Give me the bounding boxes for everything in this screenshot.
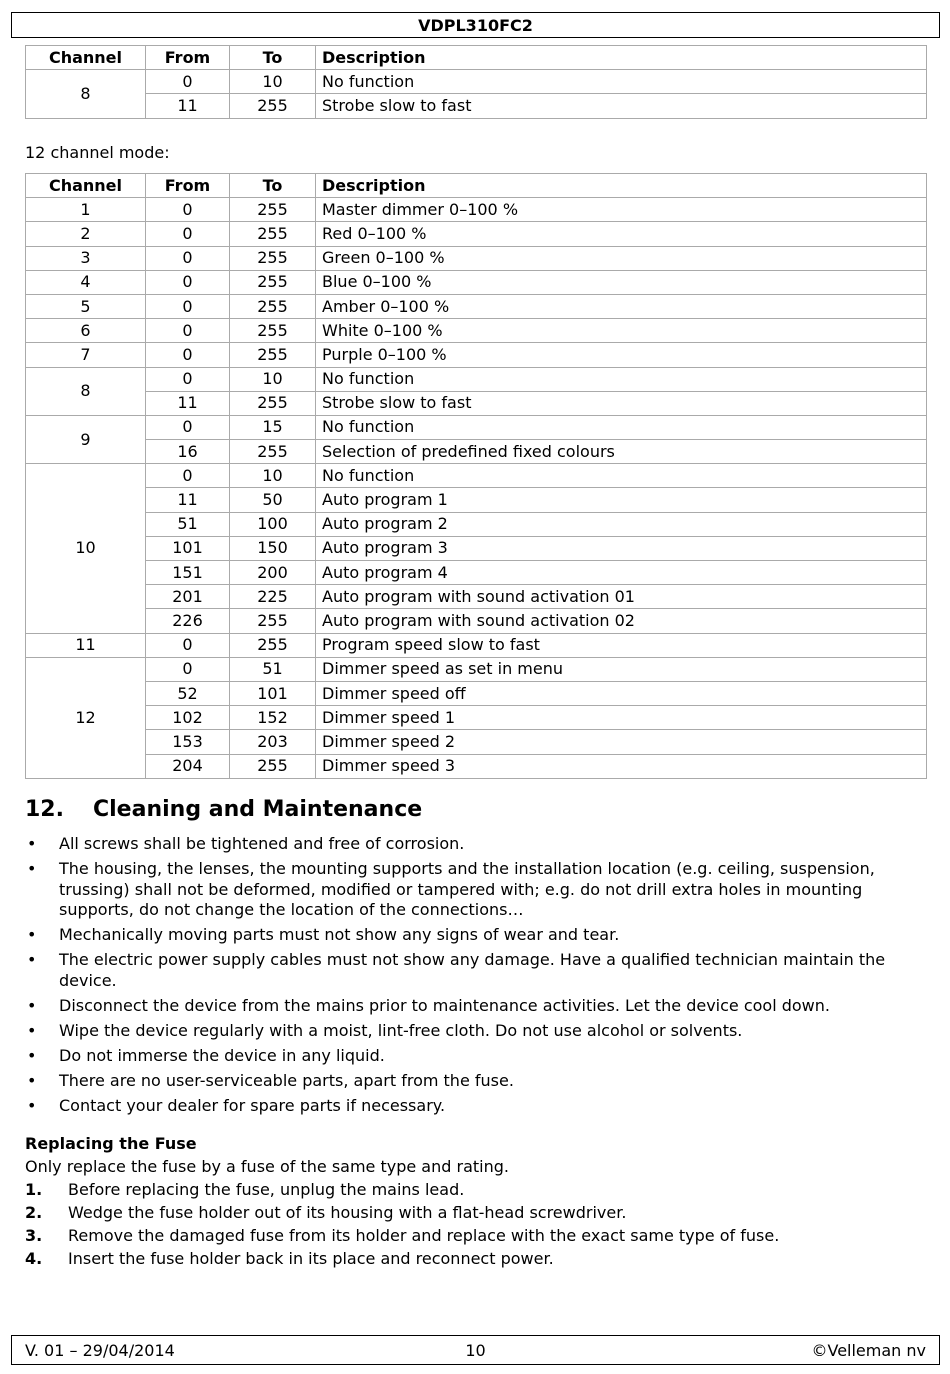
to-cell: 10 xyxy=(230,367,316,391)
section-heading xyxy=(25,797,422,822)
list-item xyxy=(25,1046,930,1067)
description-cell: Dimmer speed as set in menu xyxy=(316,657,927,681)
bullet-icon: • xyxy=(27,1020,37,1040)
to-cell: 225 xyxy=(230,585,316,609)
list-item xyxy=(25,1096,930,1117)
channel-cell: 9 xyxy=(26,415,146,463)
table-row xyxy=(26,198,927,222)
from-cell: 0 xyxy=(146,367,230,391)
to-cell: 15 xyxy=(230,415,316,439)
from-cell: 0 xyxy=(146,415,230,439)
from-cell: 151 xyxy=(146,561,230,585)
list-item-text: Do not immerse the device in any liquid. xyxy=(59,1046,385,1066)
bullet-icon: • xyxy=(27,925,37,945)
table-row xyxy=(26,488,927,512)
channel-cell: 8 xyxy=(26,367,146,415)
to-cell: 255 xyxy=(230,633,316,657)
description-cell: No function xyxy=(316,464,927,488)
channel-cell: 3 xyxy=(26,246,146,270)
to-cell: 150 xyxy=(230,536,316,560)
to-cell: 255 xyxy=(230,391,316,415)
footer-page-number: 10 xyxy=(465,1341,486,1360)
channel-cell: 12 xyxy=(26,657,146,778)
bullet-icon: • xyxy=(27,859,37,879)
col-header-from: From xyxy=(146,174,230,198)
to-cell: 255 xyxy=(230,198,316,222)
col-header-to: To xyxy=(230,46,316,70)
table-row xyxy=(26,319,927,343)
step-text: Wedge the fuse holder out of its housing with a flat-head screwdriver. xyxy=(68,1203,627,1222)
header-title: VDPL310FC2 xyxy=(418,16,533,35)
list-item-text: Mechanically moving parts must not show any signs of wear and tear. xyxy=(59,925,620,945)
list-item-text: There are no user-serviceable parts, apart from the fuse. xyxy=(59,1071,514,1091)
step-text: Before replacing the fuse, unplug the mains lead. xyxy=(68,1180,465,1199)
table-row xyxy=(26,415,927,439)
table-row xyxy=(26,94,927,118)
footer-version: V. 01 – 29/04/2014 xyxy=(25,1341,175,1360)
col-header-from: From xyxy=(146,46,230,70)
description-cell: Dimmer speed off xyxy=(316,681,927,705)
list-item xyxy=(25,925,930,946)
description-cell: Auto program with sound activation 02 xyxy=(316,609,927,633)
description-cell: Dimmer speed 3 xyxy=(316,754,927,778)
step-number: 2. xyxy=(25,1203,43,1222)
section-number: 12. xyxy=(25,797,64,822)
to-cell: 203 xyxy=(230,730,316,754)
description-cell: Blue 0–100 % xyxy=(316,270,927,294)
to-cell: 255 xyxy=(230,343,316,367)
from-cell: 0 xyxy=(146,198,230,222)
description-cell: Auto program 3 xyxy=(316,536,927,560)
description-cell: Selection of predefined fixed colours xyxy=(316,440,927,464)
table-row xyxy=(26,706,927,730)
list-item xyxy=(25,859,930,921)
section-title: Cleaning and Maintenance xyxy=(93,797,423,822)
from-cell: 0 xyxy=(146,270,230,294)
description-cell: Auto program with sound activation 01 xyxy=(316,585,927,609)
description-cell: Master dimmer 0–100 % xyxy=(316,198,927,222)
table-row xyxy=(26,754,927,778)
list-item xyxy=(25,834,930,855)
table-row xyxy=(26,440,927,464)
table-row xyxy=(26,512,927,536)
description-cell: Program speed slow to fast xyxy=(316,633,927,657)
channel-cell: 11 xyxy=(26,633,146,657)
from-cell: 0 xyxy=(146,633,230,657)
table-row xyxy=(26,633,927,657)
channel-cell: 2 xyxy=(26,222,146,246)
from-cell: 102 xyxy=(146,706,230,730)
table-row xyxy=(26,561,927,585)
description-cell: Green 0–100 % xyxy=(316,246,927,270)
list-item xyxy=(25,1021,930,1042)
from-cell: 226 xyxy=(146,609,230,633)
table-row xyxy=(26,657,927,681)
table-row xyxy=(26,294,927,318)
description-cell: Auto program 1 xyxy=(316,488,927,512)
fuse-subheading: Replacing the Fuse xyxy=(25,1134,197,1153)
fuse-intro: Only replace the fuse by a fuse of the same type and rating. xyxy=(25,1157,509,1176)
to-cell: 101 xyxy=(230,681,316,705)
channel-table-partial xyxy=(25,45,927,119)
description-cell: Red 0–100 % xyxy=(316,222,927,246)
bullet-icon: • xyxy=(27,1071,37,1091)
list-item-text: Contact your dealer for spare parts if necessary. xyxy=(59,1096,446,1116)
col-header-channel: Channel xyxy=(26,174,146,198)
list-item xyxy=(25,950,930,991)
to-cell: 255 xyxy=(230,294,316,318)
col-header-description: Description xyxy=(316,174,927,198)
to-cell: 200 xyxy=(230,561,316,585)
from-cell: 0 xyxy=(146,319,230,343)
table-row xyxy=(26,730,927,754)
list-item xyxy=(25,1249,779,1272)
col-header-description: Description xyxy=(316,46,927,70)
description-cell: No function xyxy=(316,415,927,439)
bullet-icon: • xyxy=(27,950,37,970)
step-number: 3. xyxy=(25,1226,43,1245)
table-row xyxy=(26,222,927,246)
description-cell: Dimmer speed 2 xyxy=(316,730,927,754)
table-header-row xyxy=(26,46,927,70)
to-cell: 255 xyxy=(230,440,316,464)
channel-cell: 8 xyxy=(26,70,146,118)
from-cell: 0 xyxy=(146,246,230,270)
table-row xyxy=(26,681,927,705)
footer-copyright: ©Velleman nv xyxy=(811,1341,926,1360)
from-cell: 11 xyxy=(146,94,230,118)
description-cell: No function xyxy=(316,367,927,391)
table-row xyxy=(26,585,927,609)
to-cell: 152 xyxy=(230,706,316,730)
description-cell: Strobe slow to fast xyxy=(316,391,927,415)
maintenance-list xyxy=(25,834,930,1121)
to-cell: 255 xyxy=(230,754,316,778)
to-cell: 50 xyxy=(230,488,316,512)
description-cell: Strobe slow to fast xyxy=(316,94,927,118)
from-cell: 153 xyxy=(146,730,230,754)
to-cell: 255 xyxy=(230,222,316,246)
list-item-text: The housing, the lenses, the mounting supports and the installation location (e.g. ceiling, suspension, trussing) shall not be deformed, modified or tampered with; e.g. do not drill extra holes in mounting supports, do not change the location of the connections… xyxy=(59,859,875,920)
from-cell: 0 xyxy=(146,343,230,367)
from-cell: 52 xyxy=(146,681,230,705)
from-cell: 11 xyxy=(146,391,230,415)
description-cell: Auto program 2 xyxy=(316,512,927,536)
mode-label: 12 channel mode: xyxy=(25,143,170,162)
to-cell: 255 xyxy=(230,270,316,294)
table-row xyxy=(26,343,927,367)
list-item xyxy=(25,1203,779,1226)
to-cell: 255 xyxy=(230,94,316,118)
step-number: 4. xyxy=(25,1249,43,1268)
to-cell: 255 xyxy=(230,246,316,270)
description-cell: Amber 0–100 % xyxy=(316,294,927,318)
table-row xyxy=(26,246,927,270)
step-text: Remove the damaged fuse from its holder and replace with the exact same type of fuse. xyxy=(68,1226,780,1245)
table-row xyxy=(26,391,927,415)
list-item xyxy=(25,1180,779,1203)
bullet-icon: • xyxy=(27,834,37,853)
bullet-icon: • xyxy=(27,1046,37,1066)
channel-cell: 1 xyxy=(26,198,146,222)
to-cell: 10 xyxy=(230,464,316,488)
document-footer xyxy=(11,1335,940,1365)
description-cell: No function xyxy=(316,70,927,94)
channel-cell: 7 xyxy=(26,343,146,367)
to-cell: 255 xyxy=(230,319,316,343)
list-item-text: Disconnect the device from the mains prior to maintenance activities. Let the device cool down. xyxy=(59,995,830,1015)
description-cell: Dimmer speed 1 xyxy=(316,706,927,730)
from-cell: 101 xyxy=(146,536,230,560)
channel-cell: 6 xyxy=(26,319,146,343)
from-cell: 0 xyxy=(146,294,230,318)
table-row xyxy=(26,367,927,391)
fuse-steps-list xyxy=(25,1180,779,1272)
col-header-channel: Channel xyxy=(26,46,146,70)
channel-cell: 10 xyxy=(26,464,146,633)
table-row xyxy=(26,536,927,560)
table-row xyxy=(26,270,927,294)
list-item-text: The electric power supply cables must not show any damage. Have a qualified technician maintain the device. xyxy=(59,950,886,990)
bullet-icon: • xyxy=(27,1096,37,1116)
list-item-text: All screws shall be tightened and free of corrosion. xyxy=(59,834,465,853)
channel-table-12ch xyxy=(25,173,927,779)
channel-cell: 5 xyxy=(26,294,146,318)
from-cell: 0 xyxy=(146,657,230,681)
table-row xyxy=(26,464,927,488)
list-item-text: Wipe the device regularly with a moist, lint-free cloth. Do not use alcohol or solvents. xyxy=(59,1020,743,1040)
list-item xyxy=(25,996,930,1017)
from-cell: 0 xyxy=(146,222,230,246)
step-number: 1. xyxy=(25,1180,43,1199)
description-cell: Purple 0–100 % xyxy=(316,343,927,367)
from-cell: 0 xyxy=(146,70,230,94)
table-row xyxy=(26,609,927,633)
description-cell: Auto program 4 xyxy=(316,561,927,585)
document-header xyxy=(11,12,940,38)
list-item xyxy=(25,1226,779,1249)
description-cell: White 0–100 % xyxy=(316,319,927,343)
bullet-icon: • xyxy=(27,995,37,1015)
from-cell: 11 xyxy=(146,488,230,512)
to-cell: 51 xyxy=(230,657,316,681)
from-cell: 51 xyxy=(146,512,230,536)
from-cell: 201 xyxy=(146,585,230,609)
list-item xyxy=(25,1071,930,1092)
to-cell: 100 xyxy=(230,512,316,536)
from-cell: 204 xyxy=(146,754,230,778)
step-text: Insert the fuse holder back in its place and reconnect power. xyxy=(68,1249,554,1268)
from-cell: 16 xyxy=(146,440,230,464)
from-cell: 0 xyxy=(146,464,230,488)
channel-cell: 4 xyxy=(26,270,146,294)
col-header-to: To xyxy=(230,174,316,198)
table-header-row xyxy=(26,174,927,198)
to-cell: 10 xyxy=(230,70,316,94)
to-cell: 255 xyxy=(230,609,316,633)
table-row xyxy=(26,70,927,94)
